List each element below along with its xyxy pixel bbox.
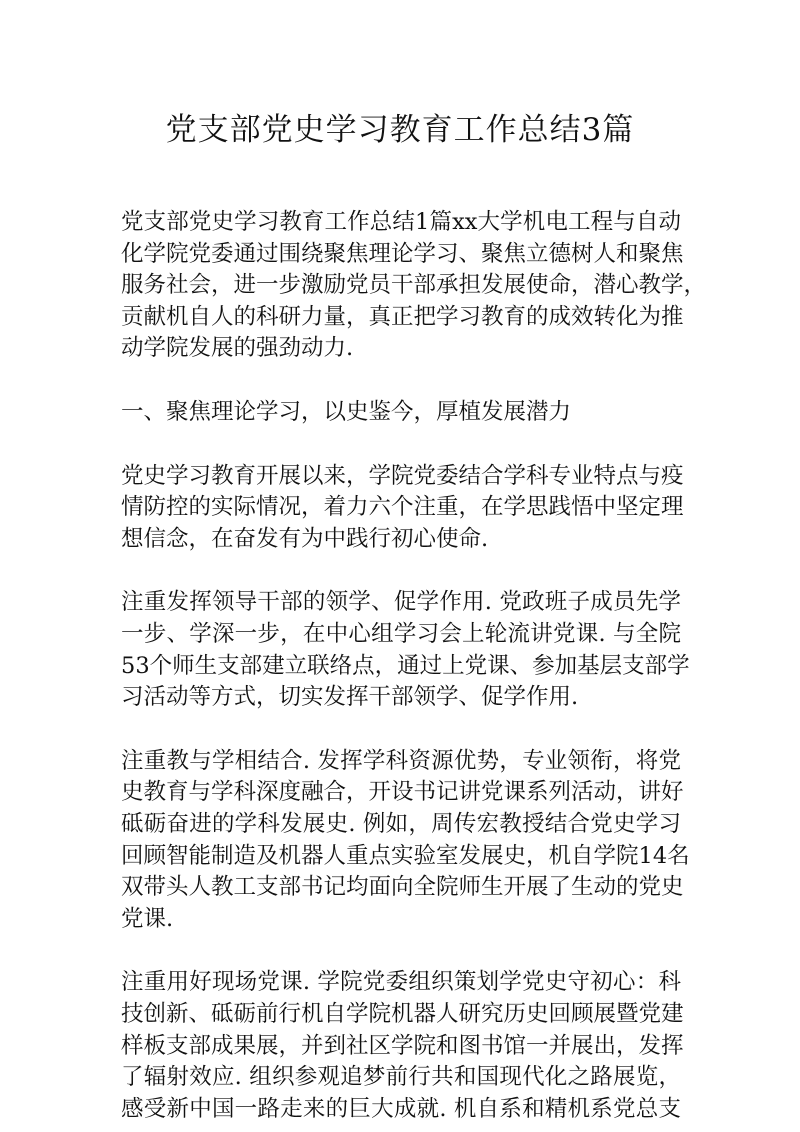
paragraph-line: 党支部党史学习教育工作总结1篇xx大学机电工程与自动: [121, 209, 681, 235]
paragraph-line: 史教育与学科深度融合，开设书记讲党课系列活动，讲好: [121, 779, 684, 806]
paragraph: [121, 397, 681, 429]
paragraph-line: 化学院党委通过围绕聚焦理论学习、聚焦立德树人和聚焦: [121, 240, 684, 267]
paragraph: [121, 746, 690, 936]
paragraph-line: 想信念，在奋发有为中践行初心使命.: [121, 525, 489, 552]
paragraph-line: 砥砺奋进的学科发展史. 例如，周传宏教授结合党史学习: [121, 810, 681, 837]
paragraph-line: 注重发挥领导干部的领学、促学作用. 党政班子成员先学: [121, 589, 681, 616]
paragraph-line: 服务社会，进一步激励党员干部承担发展使命，潜心教学，: [121, 272, 707, 299]
paragraph: [121, 587, 690, 713]
document-title: 党支部党史学习教育工作总结3篇: [165, 112, 635, 148]
paragraph-line: 回顾智能制造及机器人重点实验室发展史，机自学院14名: [121, 842, 690, 869]
paragraph-line: 双带头人教工支部书记均面向全院师生开展了生动的党史: [121, 874, 684, 901]
paragraph-line: 注重用好现场党课. 学院党委组织策划学党史守初心：科: [121, 969, 681, 996]
paragraph-line: 感受新中国一路走来的巨大成就. 机自系和精机系党总支: [121, 1095, 681, 1122]
paragraph-line: 党史学习教育开展以来，学院党委结合学科专业特点与疫: [121, 462, 684, 489]
paragraph-line: 了辐射效应. 组织参观追梦前行共和国现代化之路展览，: [121, 1064, 681, 1091]
paragraph-line: 注重教与学相结合. 发挥学科资源优势，专业领衔，将党: [121, 747, 681, 774]
paragraph: [121, 207, 707, 365]
paragraph-line: 技创新、砥砺前行机自学院机器人研究历史回顾展暨党建: [121, 1000, 684, 1027]
paragraph-line: 动学院发展的强劲动力.: [121, 335, 354, 362]
paragraph-line: 情防控的实际情况，着力六个注重，在学思践悟中坚定理: [121, 494, 684, 521]
paragraph-line: 一步、学深一步，在中心组学习会上轮流讲党课. 与全院: [121, 620, 681, 647]
paragraph: [121, 967, 684, 1125]
paragraph-line: 习活动等方式，切实发挥干部领学、促学作用.: [121, 684, 579, 711]
paragraph: [121, 461, 684, 556]
paragraph-line: 样板支部成果展，并到社区学院和图书馆一并展出，发挥: [121, 1032, 684, 1059]
paragraph-line: 一、聚焦理论学习，以史鉴今，厚植发展潜力: [121, 399, 572, 425]
paragraph-line: 53个师生支部建立联络点，通过上党课、参加基层支部学: [121, 652, 690, 679]
paragraph-line: 贡献机自人的科研力量，真正把学习教育的成效转化为推: [121, 303, 684, 330]
paragraph-line: 党课.: [121, 905, 174, 932]
